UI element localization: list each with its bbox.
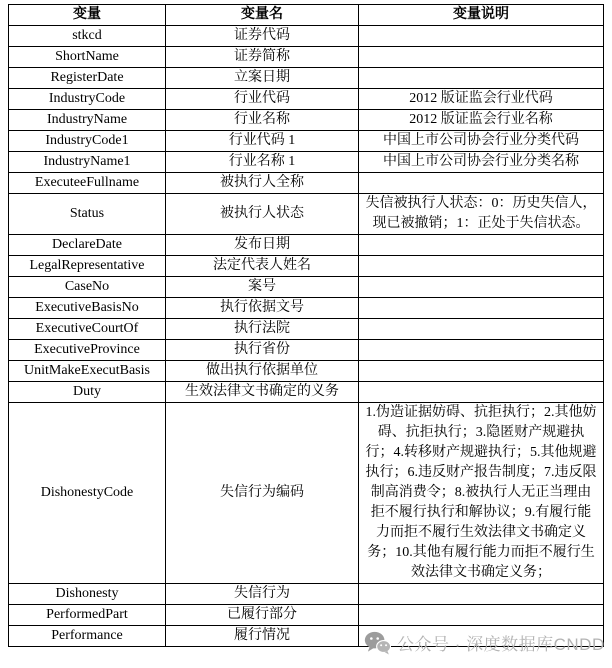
- variable-name-cell: 发布日期: [166, 235, 359, 256]
- variable-name-cell: 案号: [166, 277, 359, 298]
- variable-cell: ExecutiveCourtOf: [9, 319, 166, 340]
- variable-cell: CaseNo: [9, 277, 166, 298]
- variable-cell: UnitMakeExecutBasis: [9, 361, 166, 382]
- variable-cell: Dishonesty: [9, 584, 166, 605]
- variable-desc-cell: [359, 68, 604, 89]
- variable-cell: LegalRepresentative: [9, 256, 166, 277]
- table-row: [9, 47, 604, 68]
- variable-cell: DeclareDate: [9, 235, 166, 256]
- variable-desc-cell: [359, 277, 604, 298]
- variable-name-cell: 履行情况: [166, 626, 359, 647]
- variable-name-cell: 立案日期: [166, 68, 359, 89]
- table-row: [9, 26, 604, 47]
- variable-cell: Performance: [9, 626, 166, 647]
- table-row: [9, 340, 604, 361]
- variable-desc-cell: 中国上市公司协会行业分类代码: [359, 131, 604, 152]
- variable-desc-cell: 失信被执行人状态：0：历史失信人，现已被撤销；1：正处于失信状态。: [359, 194, 604, 235]
- table-row: [9, 584, 604, 605]
- watermark: [364, 630, 605, 655]
- variable-desc-cell: [359, 382, 604, 403]
- variable-name-cell: 被执行人全称: [166, 173, 359, 194]
- variable-name-cell: 执行省份: [166, 340, 359, 361]
- variable-desc-cell: [359, 298, 604, 319]
- table-row: [9, 89, 604, 110]
- variable-cell: ExecutiveProvince: [9, 340, 166, 361]
- variable-name-cell: 行业代码 1: [166, 131, 359, 152]
- variable-cell: PerformedPart: [9, 605, 166, 626]
- col-header-variable-name: 变量名: [166, 5, 359, 26]
- table-row: [9, 382, 604, 403]
- variable-cell: Status: [9, 194, 166, 235]
- table-row: [9, 277, 604, 298]
- variable-name-cell: 失信行为编码: [166, 403, 359, 584]
- table-row: [9, 605, 604, 626]
- variable-name-cell: 行业代码: [166, 89, 359, 110]
- variable-desc-cell: 2012 版证监会行业代码: [359, 89, 604, 110]
- table-row: [9, 110, 604, 131]
- variable-name-cell: 执行依据文号: [166, 298, 359, 319]
- variable-cell: ShortName: [9, 47, 166, 68]
- variable-desc-cell: 1.伪造证据妨碍、抗拒执行；2.其他妨碍、抗拒执行；3.隐匿财产规避执行；4.转移财产规避执行；5.其他规避执行；6.违反财产报告制度；7.违反限制高消费令；8.被执行人无正当理由拒不履行执行和解协议；9.有履行能力而拒不履行生效法律文书确定义务；10.其他有履行能力而拒不履行生效法律文书确定义务；: [359, 403, 604, 584]
- variable-desc-cell: [359, 47, 604, 68]
- table-row: [9, 131, 604, 152]
- variable-desc-cell: [359, 173, 604, 194]
- variable-name-cell: 做出执行依据单位: [166, 361, 359, 382]
- table-header-row: [9, 5, 604, 26]
- variable-desc-cell: 中国上市公司协会行业分类名称: [359, 152, 604, 173]
- variable-name-cell: 证券简称: [166, 47, 359, 68]
- variable-desc-cell: [359, 605, 604, 626]
- table-row: [9, 403, 604, 584]
- variable-name-cell: 行业名称 1: [166, 152, 359, 173]
- col-header-variable-desc: 变量说明: [359, 5, 604, 26]
- variable-desc-cell: [359, 26, 604, 47]
- variable-desc-cell: [359, 340, 604, 361]
- table-body: [9, 26, 604, 647]
- variable-name-cell: 行业名称: [166, 110, 359, 131]
- variable-cell: IndustryName: [9, 110, 166, 131]
- variable-desc-cell: [359, 256, 604, 277]
- variable-name-cell: 已履行部分: [166, 605, 359, 626]
- table-row: [9, 173, 604, 194]
- table-row: [9, 319, 604, 340]
- variable-desc-cell: 2012 版证监会行业名称: [359, 110, 604, 131]
- table-row: [9, 152, 604, 173]
- variable-cell: DishonestyCode: [9, 403, 166, 584]
- variable-name-cell: 证券代码: [166, 26, 359, 47]
- variable-desc-cell: [359, 235, 604, 256]
- variable-cell: stkcd: [9, 26, 166, 47]
- variable-cell: Duty: [9, 382, 166, 403]
- table-row: [9, 361, 604, 382]
- variable-cell: ExecuteeFullname: [9, 173, 166, 194]
- table-row: [9, 194, 604, 235]
- variable-desc-cell: [359, 361, 604, 382]
- variable-definition-table: [8, 4, 604, 647]
- variable-desc-cell: [359, 584, 604, 605]
- variable-cell: ExecutiveBasisNo: [9, 298, 166, 319]
- variable-name-cell: 法定代表人姓名: [166, 256, 359, 277]
- table-row: [9, 235, 604, 256]
- variable-desc-cell: [359, 319, 604, 340]
- variable-name-cell: 被执行人状态: [166, 194, 359, 235]
- variable-cell: IndustryName1: [9, 152, 166, 173]
- variable-name-cell: 失信行为: [166, 584, 359, 605]
- wechat-icon: [364, 631, 391, 655]
- table-row: [9, 256, 604, 277]
- table-row: [9, 68, 604, 89]
- variable-cell: RegisterDate: [9, 68, 166, 89]
- col-header-variable: 变量: [9, 5, 166, 26]
- variable-cell: IndustryCode: [9, 89, 166, 110]
- watermark-text: 公众号 · 深度数据库CNDD: [397, 635, 605, 654]
- variable-cell: IndustryCode1: [9, 131, 166, 152]
- variable-name-cell: 执行法院: [166, 319, 359, 340]
- table-row: [9, 298, 604, 319]
- variable-name-cell: 生效法律文书确定的义务: [166, 382, 359, 403]
